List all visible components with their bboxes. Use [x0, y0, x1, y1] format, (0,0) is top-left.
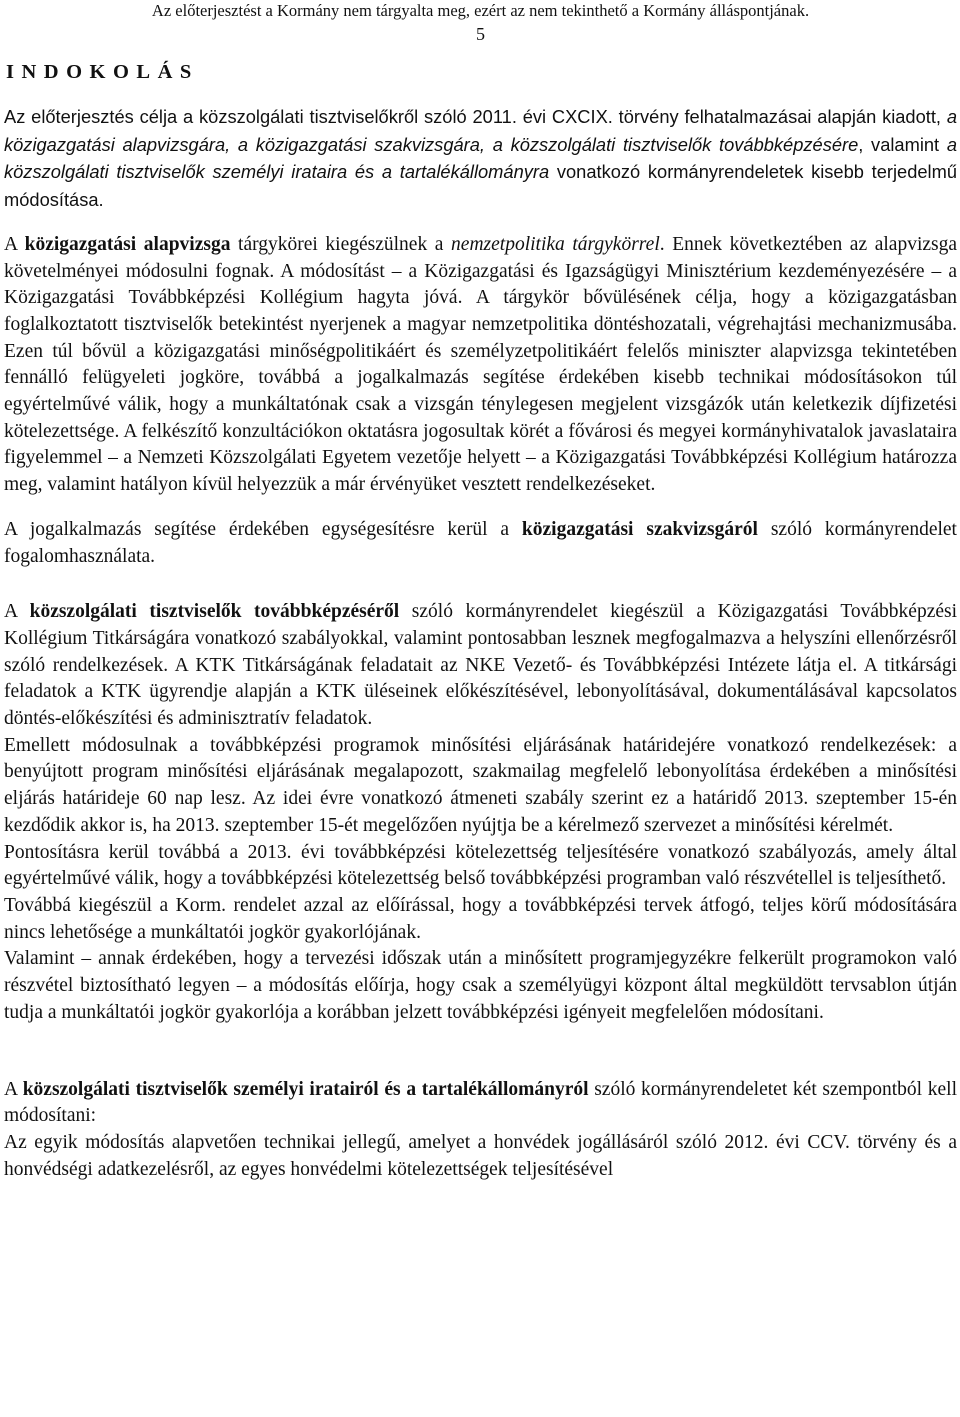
paragraph-tovabbkepzes-1 — [4, 599, 957, 733]
text-run: Az egyik módosítás alapvetően technikai jellegű, amelyet a honvédek jogállásáról szóló 2012. évi CCV. törvény és a honvédségi adatkezelésről, az egyes honvédelmi kötelezettségek teljesítésével — [4, 1131, 957, 1180]
text-run: . Ennek következtében az alapvizsga követelményei módosulni fognak. A módosítást – a Közigazgatási és Igazságügyi Minisztérium kezdeményezésére – a Közigazgatási Továbbképzési Kollégium hagyta jóvá. A tárgykör bővülésének célja, hogy a közigazgatásban foglalkoztatott tisztviselők betekintést nyerjenek a magyar nemzetpolitika döntéshozatali, végrehajtási mechanizmusába. Ezen túl bővül a közigazgatási minőségpolitikáért és személyzetpolitikáért felelős miniszter alapvizsga tekintetében fennálló felügyeleti jogköre, továbbá a jogalkalmazás segítése érdekében kisebb technikai módosításokon túl egyértelművé válik, hogy a munkáltatónak csak a vizsgán ténylegesen megjelent vizsgázók után keletkezik díjfizetési kötelezettsége. A felkészítő konzultációkon oktatásra jogosultak körét a fővárosi és megyei kormányhivatalok javaslataira figyelemmel – a Nemzeti Közszolgálati Egyetem vezetője helyett – a Közigazgatási Továbbképzési Kollégium határozza meg, valamint hatályon kívül helyezzük a már érvényüket vesztett rendelkezéseket. — [4, 233, 958, 496]
paragraph-tovabbkepzes-4 — [4, 893, 957, 946]
paragraph-honvedek — [4, 1130, 957, 1183]
text-run: közszolgálati tisztviselők személyi iratairól és a tartalékállományról — [22, 1078, 589, 1100]
paragraph-intro — [4, 104, 957, 215]
paragraph-tovabbkepzes-2 — [4, 733, 957, 840]
text-run: a közszolgálati tisztviselők személyi irataira és a tartalékállományra — [4, 133, 958, 183]
text-run: közszolgálati tisztviselők továbbképzéséről — [29, 601, 400, 623]
text-run: szóló kormányrendelet kiegészül a Közigazgatási Továbbképzési Kollégium Titkárságára vonatkozó szabályokkal, valamint pontosabban lesznek megfogalmazva a helyszíni ellenőrzésről szóló rendelkezések. A KTK Titkárságának feladatait az NKE Vezető- és Továbbképzési Intézete látja el. A titkársági feladatok a KTK ügyrendje alapján a KTK üléseinek előkészítésével, lebonyolításával, dokumentálásával kapcsolatos döntés-előkészítési és adminisztratív feladatok. — [4, 601, 958, 730]
text-run: a közigazgatási alapvizsgára, a közigazgatási szakvizsgára, a közszolgálati tisztviselők továbbképzésére — [4, 106, 957, 155]
page-number: 5 — [476, 24, 485, 44]
paragraph-tovabbkepzes-3 — [4, 840, 957, 893]
text-run: vonatkozó kormányrendeletek kisebb terjedelmű módosítása. — [4, 161, 957, 211]
text-run: közigazgatási alapvizsga — [24, 233, 231, 255]
text-run: Továbbá kiegészül a Korm. rendelet azzal az előírással, hogy a továbbképzési tervek átfogó, teljes körű módosítására nincs lehetősége a munkáltatói jogkör gyakorlójának. — [4, 894, 957, 943]
text-run: A jogalkalmazás segítése érdekében egységesítésre kerül a — [4, 518, 522, 540]
text-run: tárgykörei kiegészülnek a — [230, 233, 452, 255]
header-disclaimer: Az előterjesztést a Kormány nem tárgyalta meg, ezért az nem tekinthető a Kormány álláspontjának. — [151, 1, 810, 20]
text-run: Valamint – annak érdekében, hogy a tervezési időszak után a minősített programjegyzékre felkerült programokon való részvétel biztosítható legyen – a módosítás előírja, hogy csak a személyügyi központ által megküldött tervsablon útján tudja a munkáltatói jogkör gyakorlója a korábban jelzett továbbképzési igényeit megfelelően módosítani. — [4, 948, 957, 1023]
paragraph-szakvizsga — [4, 517, 957, 570]
paragraph-szemelyi-iratok — [4, 1077, 957, 1130]
text-run: Emellett módosulnak a továbbképzési programok minősítési eljárásának határidejére vonatkozó rendelkezések: a benyújtott program minősítési eljárásának megalapozott, szakmailag megfelelő lebonyolítása érdekében a minősítési eljárás határideje 60 nap lesz. Az idei évre vonatkozó átmeneti szabály szerint ez a határidő 2013. szeptember 15-én kezdődik akkor is, ha 2013. szeptember 15-ét megelőzően nyújtja be a kérelmező szervezet a minősítési kérelmét. — [4, 734, 957, 836]
text-run: , valamint — [858, 133, 947, 155]
text-run: A — [4, 601, 30, 623]
text-run: Pontosításra kerül továbbá a 2013. évi továbbképzési kötelezettség teljesítésére vonatkozó szabályozás, amely által egyértelművé válik, hogy a továbbképzési kötelezettség belső továbbképzési programban való részvétellel is teljesíthető. — [4, 841, 957, 890]
text-run: közigazgatási szakvizsgáról — [521, 518, 758, 540]
text-run: Az előterjesztés célja a közszolgálati tisztviselőkről szóló 2011. évi CXCIX. törvény felhatalmazásai alapján kiadott, — [4, 106, 947, 127]
text-run: szóló kormányrendelet fogalomhasználata. — [4, 518, 957, 567]
text-run: A — [4, 1078, 23, 1100]
paragraph-tovabbkepzes-5 — [4, 946, 957, 1026]
text-run: A — [4, 233, 25, 255]
document-title: INDOKOLÁS — [6, 61, 199, 83]
text-run: szóló kormányrendeletet két szempontból kell módosítani: — [4, 1078, 957, 1127]
text-run: nemzetpolitika tárgykörrel — [451, 233, 660, 255]
paragraph-alapvizsga — [4, 232, 957, 499]
